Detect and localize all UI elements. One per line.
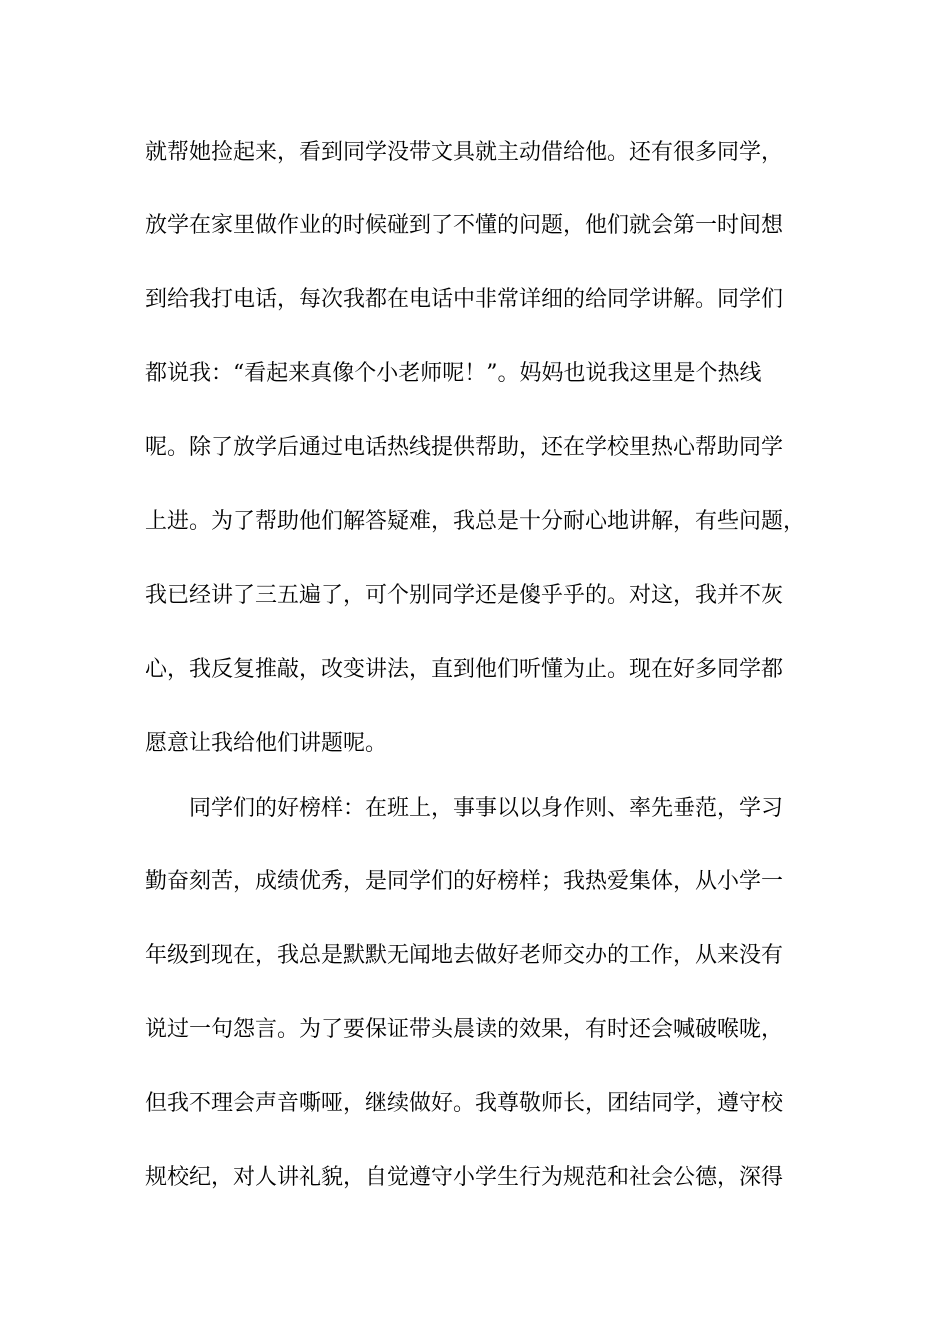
- text-line: 但我不理会声音嘶哑，继续做好。我尊敬师长，团结同学，遵守校: [145, 1091, 784, 1116]
- text-line: 呢。除了放学后通过电话热线提供帮助，还在学校里热心帮助同学: [145, 435, 784, 460]
- text-line: 年级到现在，我总是默默无闻地去做好老师交办的工作，从来没有: [145, 943, 784, 968]
- text-line: 放学在家里做作业的时候碰到了不懂的问题，他们就会第一时间想: [145, 213, 784, 238]
- paragraph-first-line: 同学们的好榜样：在班上，事事以以身作则、率先垂范，学习: [189, 796, 784, 821]
- text-line: 就帮她捡起来，看到同学没带文具就主动借给他。还有很多同学，: [145, 140, 784, 165]
- text-line: 愿意让我给他们讲题呢。: [145, 731, 388, 756]
- text-line: 上进。为了帮助他们解答疑难，我总是十分耐心地讲解，有些问题，: [145, 509, 806, 534]
- text-line: 勤奋刻苦，成绩优秀，是同学们的好榜样；我热爱集体，从小学一: [145, 869, 784, 894]
- text-line: 都说我：“看起来真像个小老师呢！”。妈妈也说我这里是个热线: [145, 361, 762, 386]
- text-line: 说过一句怨言。为了要保证带头晨读的效果，有时还会喊破喉咙，: [145, 1017, 784, 1042]
- text-line: 心，我反复推敲，改变讲法，直到他们听懂为止。现在好多同学都: [145, 657, 784, 682]
- text-line: 到给我打电话，每次我都在电话中非常详细的给同学讲解。同学们: [145, 287, 784, 312]
- text-line: 规校纪，对人讲礼貌，自觉遵守小学生行为规范和社会公德，深得: [145, 1165, 784, 1190]
- text-line: 我已经讲了三五遍了，可个别同学还是傻乎乎的。对这，我并不灰: [145, 583, 784, 608]
